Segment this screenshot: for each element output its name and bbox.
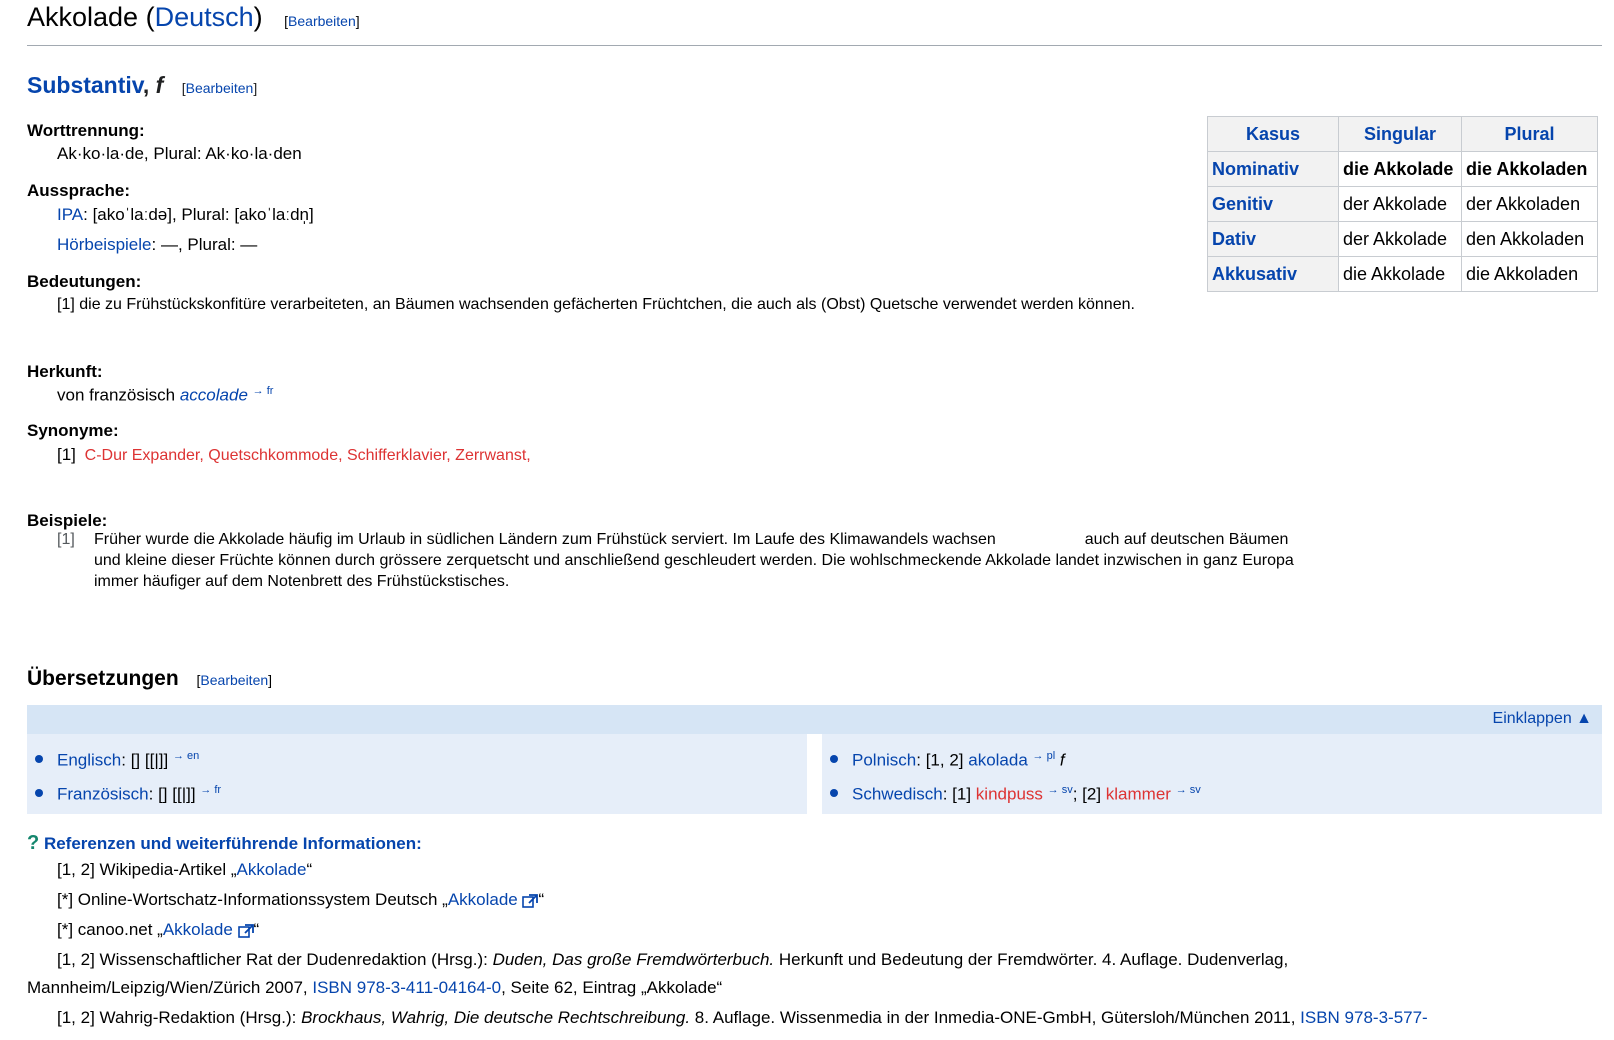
reference-text: , Seite 62, Eintrag „Akkolade“ — [501, 978, 723, 997]
translations-header-bar — [27, 705, 1602, 734]
hoerbeispiele-line — [57, 235, 257, 255]
translation-sup[interactable]: → sv — [1175, 784, 1201, 796]
cell-singular: der Akkolade — [1339, 222, 1462, 257]
herkunft-sup[interactable]: → fr — [252, 385, 274, 397]
translation-text: : [] [[|]] — [148, 784, 196, 804]
bedeutungen-text: [1] die zu Frühstückskonfitüre verarbeiteten, an Bäumen wachsenden gefächerten Früchtchen, die auch als (Obst) Quetsche verwendet werden können. — [57, 296, 1135, 313]
ipa-link[interactable]: IPA — [57, 205, 84, 224]
external-link-icon[interactable] — [238, 924, 254, 938]
translations-heading: Übersetzungen [Bearbeiten] — [27, 667, 273, 690]
language-link[interactable]: Deutsch — [154, 2, 254, 32]
synonyme-label: Synonyme: — [27, 421, 119, 440]
cell-singular: der Akkolade — [1339, 187, 1462, 222]
beispiele-num: [1] — [57, 531, 75, 548]
kasus-nominativ[interactable]: Nominativ — [1208, 152, 1339, 187]
page-title: Akkolade (Deutsch) [Bearbeiten] — [27, 2, 360, 32]
translation-sup[interactable]: → fr — [200, 784, 222, 796]
lang-link-schwedisch[interactable]: Schwedisch — [852, 784, 943, 804]
title-divider — [27, 45, 1602, 46]
synonyme-line — [57, 445, 531, 465]
translation-row-fr — [35, 784, 221, 805]
reference-text: “ — [253, 920, 260, 939]
reference-text: 8. Auflage. Wissenmedia in der Inmedia-ONE-GmbH, Gütersloh/München 2011, — [690, 1008, 1301, 1027]
translation-text: : [1, 2] — [916, 750, 969, 770]
ipa-line — [57, 205, 314, 225]
references-heading — [27, 832, 422, 855]
translation-text: : [] [[|]] — [121, 750, 169, 770]
collapse-toggle[interactable]: Einklappen ▲ — [1492, 710, 1592, 727]
external-link-icon[interactable] — [522, 894, 538, 908]
beispiele-line-1: Früher wurde die Akkolade häufig im Urlaub in südlichen Ländern zum Frühstück serviert. Im Laufe des Klimawandels wachsen auch auf deutschen Bäumen — [94, 531, 1289, 548]
lang-link-franzoesisch[interactable]: Französisch — [57, 784, 149, 804]
translation-row-pl — [830, 750, 1065, 771]
reference-text: [1, 2] Wahrig-Redaktion (Hrsg.): — [57, 1008, 302, 1027]
question-icon: ? — [27, 832, 40, 854]
lang-link-polnisch[interactable]: Polnisch — [852, 750, 917, 770]
word-link-klammer[interactable]: klammer — [1105, 784, 1171, 804]
bullet-icon — [830, 789, 838, 797]
translations-right-column — [822, 734, 1602, 814]
canoo-link[interactable]: Akkolade — [162, 920, 233, 939]
word-link-kindpuss[interactable]: kindpuss — [975, 784, 1043, 804]
worttrennung-text: Ak·ko·la·de, Plural: Ak·ko·la·den — [57, 144, 302, 163]
table-header-kasus[interactable]: Kasus — [1208, 117, 1339, 152]
declension-table — [1207, 116, 1598, 292]
reference-text: [*] Online-Wortschatz-Informationssystem Deutsch „ — [57, 890, 448, 909]
hoerbeispiele-text: : —, Plural: — — [151, 235, 258, 254]
synonyme-num: [1] — [57, 445, 76, 464]
translation-row-en — [35, 750, 199, 771]
table-row — [1208, 257, 1598, 292]
reference-title: Brockhaus, Wahrig, Die deutsche Rechtschreibung. — [301, 1008, 691, 1027]
kasus-akkusativ[interactable]: Akkusativ — [1208, 257, 1339, 292]
reference-1 — [57, 860, 312, 880]
cell-singular: die Akkolade — [1339, 257, 1462, 292]
table-row — [1208, 222, 1598, 257]
reference-2 — [57, 890, 544, 910]
pos-heading: Substantiv, f [Bearbeiten] — [27, 72, 258, 98]
isbn-link[interactable]: ISBN 978-3-577- — [1300, 1008, 1428, 1027]
wikipedia-link[interactable]: Akkolade — [236, 860, 307, 879]
gender-label: f — [1055, 750, 1065, 770]
aussprache-label: Aussprache: — [27, 181, 130, 200]
cell-plural: die Akkoladen — [1462, 257, 1598, 292]
herkunft-text: von französisch — [57, 385, 180, 405]
translation-sup[interactable]: → en — [172, 750, 200, 762]
reference-text: Mannheim/Leipzig/Wien/Zürich 2007, — [27, 978, 313, 997]
references-title[interactable]: Referenzen und weiterführende Informationen: — [43, 834, 422, 853]
cell-plural: den Akkoladen — [1462, 222, 1598, 257]
translation-text: : [1] — [942, 784, 976, 804]
isbn-link[interactable]: ISBN 978-3-411-04164-0 — [312, 978, 502, 997]
edit-link-header[interactable]: Bearbeiten — [288, 13, 356, 29]
bullet-icon — [830, 755, 838, 763]
herkunft-line — [57, 385, 273, 406]
translations-title: Übersetzungen — [27, 667, 179, 690]
ipa-text: : [akoˈlaːdə], Plural: [akoˈlaːdn̩] — [83, 205, 314, 224]
bullet-icon — [35, 789, 43, 797]
hoerbeispiele-link[interactable]: Hörbeispiele — [57, 235, 152, 254]
table-row — [1208, 152, 1598, 187]
herkunft-label: Herkunft: — [27, 362, 103, 381]
worttrennung-label: Worttrennung: — [27, 121, 145, 140]
beispiele-label: Beispiele: — [27, 511, 108, 530]
translations-left-column — [27, 734, 807, 814]
page-title-word: Akkolade — [27, 2, 139, 32]
cell-plural: der Akkoladen — [1462, 187, 1598, 222]
beispiele-line-2: und kleine dieser Früchte können durch grössere zerquetscht und anschließend geschleudert werden. Die wohlschmeckende Akkolade landet inzwischen in ganz Europa — [94, 552, 1294, 569]
beispiele-line-3: immer häufiger auf dem Notenbrett des Frühstückstisches. — [94, 573, 510, 590]
cell-singular: die Akkolade — [1339, 152, 1462, 187]
reference-text: [1, 2] Wikipedia-Artikel „ — [57, 860, 237, 879]
gender-label: f — [155, 72, 164, 98]
table-header-singular[interactable]: Singular — [1339, 117, 1462, 152]
table-row — [1208, 187, 1598, 222]
edit-link-translations[interactable]: Bearbeiten — [200, 672, 269, 688]
word-link-akolada[interactable]: akolada — [968, 750, 1028, 770]
cell-plural: die Akkoladen — [1462, 152, 1598, 187]
reference-text: [*] canoo.net „ — [57, 920, 163, 939]
lang-link-englisch[interactable]: Englisch — [57, 750, 122, 770]
translation-sup[interactable]: → pl — [1032, 750, 1056, 762]
bedeutungen-label: Bedeutungen: — [27, 272, 142, 291]
pos-link[interactable]: Substantiv — [27, 72, 143, 98]
reference-4 — [57, 950, 1288, 970]
kasus-genitiv[interactable]: Genitiv — [1208, 187, 1339, 222]
reference-4-cont — [27, 978, 722, 998]
reference-3 — [57, 920, 259, 940]
translation-row-sv — [830, 784, 1201, 805]
reference-text: “ — [538, 890, 545, 909]
kasus-dativ[interactable]: Dativ — [1208, 222, 1339, 257]
reference-text: “ — [306, 860, 313, 879]
accolade-link[interactable]: accolade — [179, 385, 248, 405]
synonyme-text[interactable]: C-Dur Expander, Quetschkommode, Schifferklavier, Zerrwanst, — [84, 447, 531, 464]
translation-text: ; [2] — [1072, 784, 1106, 804]
translation-sup[interactable]: → sv — [1047, 784, 1073, 796]
reference-text: [1, 2] Wissenschaftlicher Rat der Dudenredaktion (Hrsg.): — [57, 950, 493, 969]
table-header-plural[interactable]: Plural — [1462, 117, 1598, 152]
reference-text: Herkunft und Bedeutung der Fremdwörter. 4. Auflage. Dudenverlag, — [774, 950, 1289, 969]
bullet-icon — [35, 755, 43, 763]
owid-link[interactable]: Akkolade — [447, 890, 518, 909]
reference-5 — [57, 1008, 1428, 1028]
reference-title: Duden, Das große Fremdwörterbuch. — [492, 950, 775, 969]
edit-link-pos[interactable]: Bearbeiten — [185, 80, 254, 96]
